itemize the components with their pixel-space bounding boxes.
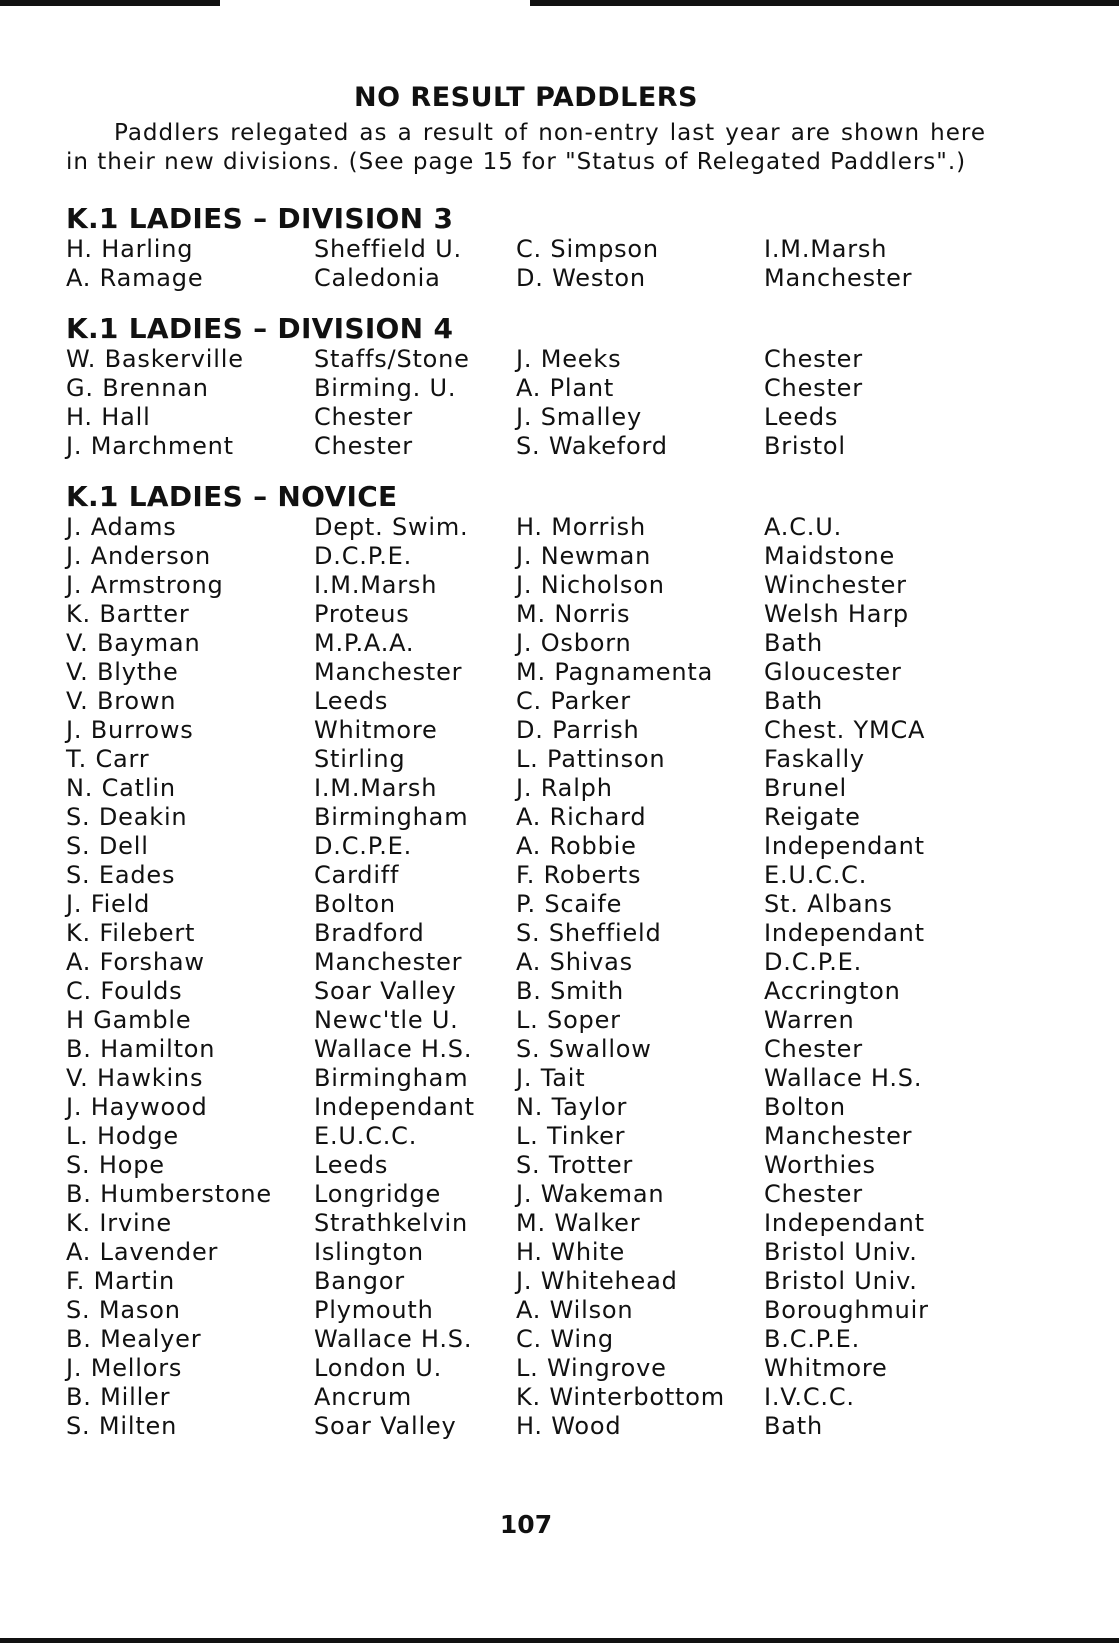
- division-section: [66, 481, 986, 1441]
- division-section: [66, 313, 986, 461]
- paddler-name: J. Burrows: [66, 716, 194, 744]
- paddler-row: [66, 1267, 986, 1296]
- paddler-name: S. Deakin: [66, 803, 188, 831]
- paddler-name: B. Smith: [516, 977, 625, 1005]
- club-name: Dept. Swim.: [314, 513, 469, 541]
- paddler-row: [66, 1412, 986, 1441]
- paddler-name: B. Humberstone: [66, 1180, 273, 1208]
- paddler-name: A. Shivas: [516, 948, 633, 976]
- club-name: Manchester: [314, 948, 463, 976]
- paddler-name: K. Filebert: [66, 919, 196, 947]
- paddler-name: M. Pagnamenta: [516, 658, 714, 686]
- paddler-row: [66, 1383, 986, 1412]
- paddler-name: J. Haywood: [66, 1093, 208, 1121]
- paddler-name: G. Brennan: [66, 374, 209, 402]
- paddler-row: [66, 571, 986, 600]
- paddler-name: H. Hall: [66, 403, 151, 431]
- club-name: Independant: [314, 1093, 475, 1121]
- paddler-name: S. Mason: [66, 1296, 181, 1324]
- club-name: I.V.C.C.: [764, 1383, 855, 1411]
- paddler-name: S. Eades: [66, 861, 176, 889]
- club-name: Caledonia: [314, 264, 441, 292]
- club-name: Bristol Univ.: [764, 1267, 918, 1295]
- club-name: B.C.P.E.: [764, 1325, 861, 1353]
- club-name: Stirling: [314, 745, 406, 773]
- paddler-row: [66, 1064, 986, 1093]
- paddler-name: W. Baskerville: [66, 345, 244, 373]
- club-name: St. Albans: [764, 890, 893, 918]
- club-name: I.M.Marsh: [764, 235, 888, 263]
- paddler-row: [66, 374, 986, 403]
- paddler-name: L. Wingrove: [516, 1354, 667, 1382]
- paddler-row: [66, 1209, 986, 1238]
- paddler-row: [66, 1296, 986, 1325]
- club-name: I.M.Marsh: [314, 774, 438, 802]
- club-name: Newc'tle U.: [314, 1006, 459, 1034]
- paddler-name: V. Brown: [66, 687, 177, 715]
- club-name: Proteus: [314, 600, 410, 628]
- club-name: Leeds: [764, 403, 839, 431]
- paddler-row: [66, 1325, 986, 1354]
- paddler-name: B. Mealyer: [66, 1325, 202, 1353]
- document-page: [66, 82, 986, 1539]
- club-name: Manchester: [764, 1122, 913, 1150]
- paddler-name: H Gamble: [66, 1006, 192, 1034]
- paddler-row: [66, 716, 986, 745]
- paddler-row: [66, 600, 986, 629]
- club-name: Leeds: [314, 1151, 389, 1179]
- paddler-name: L. Pattinson: [516, 745, 666, 773]
- paddler-name: A. Wilson: [516, 1296, 634, 1324]
- paddler-row: [66, 919, 986, 948]
- club-name: Chester: [764, 1035, 863, 1063]
- club-name: Accrington: [764, 977, 901, 1005]
- club-name: Bath: [764, 687, 823, 715]
- paddler-name: C. Foulds: [66, 977, 183, 1005]
- paddler-name: V. Blythe: [66, 658, 179, 686]
- club-name: Wallace H.S.: [764, 1064, 923, 1092]
- paddler-row: [66, 687, 986, 716]
- club-name: Manchester: [764, 264, 913, 292]
- club-name: Bristol Univ.: [764, 1238, 918, 1266]
- club-name: Soar Valley: [314, 977, 457, 1005]
- paddler-row: [66, 745, 986, 774]
- page-top-edge: [0, 0, 1119, 6]
- page-bottom-edge: [0, 1638, 1119, 1643]
- paddler-name: K. Irvine: [66, 1209, 172, 1237]
- club-name: Chester: [314, 403, 413, 431]
- club-name: Maidstone: [764, 542, 896, 570]
- paddler-row: [66, 403, 986, 432]
- club-name: Islington: [314, 1238, 424, 1266]
- club-name: Independant: [764, 832, 925, 860]
- paddler-row: [66, 977, 986, 1006]
- club-name: Ancrum: [314, 1383, 413, 1411]
- club-name: Chester: [764, 374, 863, 402]
- paddler-name: F. Roberts: [516, 861, 642, 889]
- paddler-name: C. Wing: [516, 1325, 614, 1353]
- club-name: Warren: [764, 1006, 855, 1034]
- paddler-name: J. Osborn: [516, 629, 632, 657]
- paddler-name: F. Martin: [66, 1267, 175, 1295]
- paddler-row: [66, 1354, 986, 1383]
- page-title: NO RESULT PADDLERS: [353, 82, 699, 113]
- club-name: Gloucester: [764, 658, 902, 686]
- club-name: Staffs/Stone: [314, 345, 470, 373]
- paddler-name: A. Ramage: [66, 264, 204, 292]
- club-name: London U.: [314, 1354, 442, 1382]
- paddler-name: J. Ralph: [516, 774, 613, 802]
- club-name: Chest. YMCA: [764, 716, 926, 744]
- paddler-name: H. Wood: [516, 1412, 622, 1440]
- paddler-row: [66, 861, 986, 890]
- paddler-name: H. Harling: [66, 235, 194, 263]
- paddler-name: H. Morrish: [516, 513, 646, 541]
- paddler-name: T. Carr: [66, 745, 150, 773]
- paddler-name: J. Whitehead: [516, 1267, 678, 1295]
- paddler-row: [66, 513, 986, 542]
- paddler-name: J. Mellors: [66, 1354, 183, 1382]
- paddler-name: A. Plant: [516, 374, 615, 402]
- paddler-name: B. Miller: [66, 1383, 171, 1411]
- paddler-name: D. Weston: [516, 264, 646, 292]
- paddler-name: B. Hamilton: [66, 1035, 216, 1063]
- club-name: A.C.U.: [764, 513, 843, 541]
- paddler-name: C. Parker: [516, 687, 631, 715]
- club-name: Winchester: [764, 571, 907, 599]
- club-name: I.M.Marsh: [314, 571, 438, 599]
- club-name: Independant: [764, 919, 925, 947]
- division-heading: K.1 LADIES – DIVISION 4: [66, 312, 454, 345]
- club-name: Brunel: [764, 774, 847, 802]
- paddler-name: A. Robbie: [516, 832, 637, 860]
- club-name: Bradford: [314, 919, 425, 947]
- paddler-name: P. Scaife: [516, 890, 623, 918]
- club-name: Independant: [764, 1209, 925, 1237]
- paddler-row: [66, 264, 986, 293]
- club-name: Leeds: [314, 687, 389, 715]
- club-name: Reigate: [764, 803, 861, 831]
- club-name: Wallace H.S.: [314, 1035, 473, 1063]
- paddler-name: J. Wakeman: [516, 1180, 665, 1208]
- paddler-name: J. Marchment: [66, 432, 234, 460]
- paddler-name: D. Parrish: [516, 716, 640, 744]
- paddler-name: J. Armstrong: [66, 571, 224, 599]
- club-name: Bangor: [314, 1267, 405, 1295]
- club-name: Birmingham: [314, 1064, 469, 1092]
- paddler-row: [66, 832, 986, 861]
- paddler-name: J. Nicholson: [516, 571, 665, 599]
- sections-container: [66, 203, 986, 1441]
- paddler-name: K. Bartter: [66, 600, 190, 628]
- club-name: Birming. U.: [314, 374, 457, 402]
- club-name: E.U.C.C.: [764, 861, 868, 889]
- club-name: D.C.P.E.: [764, 948, 863, 976]
- club-name: M.P.A.A.: [314, 629, 415, 657]
- club-name: Whitmore: [764, 1354, 888, 1382]
- paddler-row: [66, 658, 986, 687]
- club-name: Strathkelvin: [314, 1209, 468, 1237]
- paddler-name: S. Dell: [66, 832, 149, 860]
- paddler-name: J. Meeks: [516, 345, 622, 373]
- club-name: Sheffield U.: [314, 235, 462, 263]
- paddler-row: [66, 1180, 986, 1209]
- paddler-name: N. Catlin: [66, 774, 176, 802]
- paddler-name: L. Tinker: [516, 1122, 626, 1150]
- club-name: Manchester: [314, 658, 463, 686]
- paddler-row: [66, 1006, 986, 1035]
- club-name: Plymouth: [314, 1296, 434, 1324]
- paddler-name: C. Simpson: [516, 235, 659, 263]
- paddler-name: A. Richard: [516, 803, 647, 831]
- paddler-name: V. Bayman: [66, 629, 201, 657]
- division-section: [66, 203, 986, 293]
- division-heading: K.1 LADIES – DIVISION 3: [66, 202, 454, 235]
- paddler-row: [66, 542, 986, 571]
- club-name: Bolton: [764, 1093, 846, 1121]
- paddler-name: M. Walker: [516, 1209, 641, 1237]
- page-number: 107: [499, 1510, 553, 1539]
- intro-paragraph: Paddlers relegated as a result of non-entry last year are shown here in their new divisions. (See page 15 for "Status of Relegated Paddlers".): [66, 120, 986, 175]
- paddler-row: [66, 235, 986, 264]
- club-name: Boroughmuir: [764, 1296, 929, 1324]
- paddler-name: J. Adams: [66, 513, 177, 541]
- paddler-name: K. Winterbottom: [516, 1383, 725, 1411]
- club-name: Cardiff: [314, 861, 400, 889]
- club-name: Bolton: [314, 890, 396, 918]
- paddler-row: [66, 345, 986, 374]
- club-name: Worthies: [764, 1151, 876, 1179]
- paddler-row: [66, 948, 986, 977]
- paddler-row: [66, 1093, 986, 1122]
- club-name: Bath: [764, 1412, 823, 1440]
- club-name: D.C.P.E.: [314, 832, 413, 860]
- paddler-row: [66, 774, 986, 803]
- paddler-row: [66, 803, 986, 832]
- paddler-name: H. White: [516, 1238, 626, 1266]
- club-name: E.U.C.C.: [314, 1122, 418, 1150]
- club-name: D.C.P.E.: [314, 542, 413, 570]
- club-name: Longridge: [314, 1180, 442, 1208]
- paddler-name: A. Lavender: [66, 1238, 219, 1266]
- paddler-name: J. Newman: [516, 542, 652, 570]
- paddler-row: [66, 1122, 986, 1151]
- paddler-name: A. Forshaw: [66, 948, 205, 976]
- paddler-name: M. Norris: [516, 600, 631, 628]
- paddler-name: L. Soper: [516, 1006, 621, 1034]
- paddler-row: [66, 1151, 986, 1180]
- club-name: Soar Valley: [314, 1412, 457, 1440]
- club-name: Chester: [764, 1180, 863, 1208]
- page-top-edge-gap: [220, 0, 530, 6]
- paddler-row: [66, 432, 986, 461]
- club-name: Wallace H.S.: [314, 1325, 473, 1353]
- paddler-name: S. Milten: [66, 1412, 178, 1440]
- division-heading: K.1 LADIES – NOVICE: [66, 480, 398, 513]
- club-name: Chester: [314, 432, 413, 460]
- paddler-name: N. Taylor: [516, 1093, 628, 1121]
- paddler-name: S. Trotter: [516, 1151, 634, 1179]
- club-name: Welsh Harp: [764, 600, 909, 628]
- paddler-name: V. Hawkins: [66, 1064, 204, 1092]
- paddler-name: J. Tait: [516, 1064, 586, 1092]
- paddler-name: J. Field: [66, 890, 151, 918]
- club-name: Bath: [764, 629, 823, 657]
- paddler-name: S. Wakeford: [516, 432, 668, 460]
- club-name: Whitmore: [314, 716, 438, 744]
- paddler-name: J. Anderson: [66, 542, 212, 570]
- paddler-name: J. Smalley: [516, 403, 642, 431]
- paddler-name: S. Swallow: [516, 1035, 652, 1063]
- paddler-row: [66, 890, 986, 919]
- paddler-row: [66, 1035, 986, 1064]
- paddler-list: [66, 345, 986, 461]
- paddler-row: [66, 1238, 986, 1267]
- club-name: Birmingham: [314, 803, 469, 831]
- paddler-list: [66, 513, 986, 1441]
- paddler-list: [66, 235, 986, 293]
- paddler-row: [66, 629, 986, 658]
- paddler-name: S. Sheffield: [516, 919, 662, 947]
- club-name: Chester: [764, 345, 863, 373]
- club-name: Faskally: [764, 745, 865, 773]
- paddler-name: L. Hodge: [66, 1122, 179, 1150]
- paddler-name: S. Hope: [66, 1151, 165, 1179]
- club-name: Bristol: [764, 432, 846, 460]
